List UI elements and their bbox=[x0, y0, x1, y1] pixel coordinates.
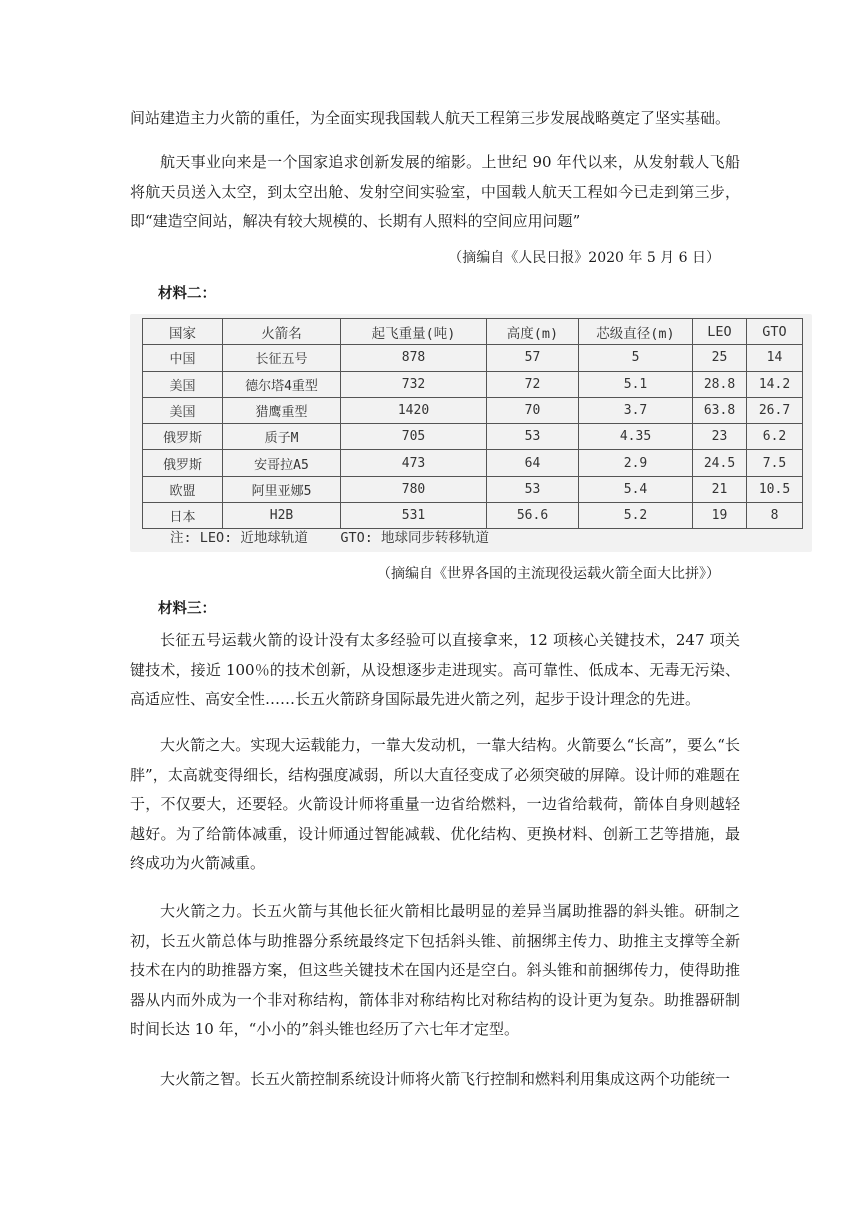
cell-gto: 10.5 bbox=[747, 476, 803, 502]
material-3-heading: 材料三： bbox=[158, 601, 216, 617]
paragraph-1: 间站建造主力火箭的重任，为全面实现我国载人航天工程第三步发展战略奠定了坚实基础。 bbox=[130, 109, 731, 127]
cell-country: 美国 bbox=[143, 397, 223, 423]
cell-liftoff-mass: 780 bbox=[341, 476, 487, 502]
cell-height: 53 bbox=[487, 476, 579, 502]
cell-height: 57 bbox=[487, 345, 579, 371]
table-row bbox=[143, 397, 803, 423]
cell-country: 俄罗斯 bbox=[143, 424, 223, 450]
header-rocket-name: 火箭名 bbox=[223, 319, 341, 345]
paragraph-5: 大火箭之力。长五火箭与其他长征火箭相比最明显的差异当属助推器的斜头锥。研制之初，长五火箭总体与助推器分系统最终定下包括斜头锥、前捆绑主传力、助推主支撑等全新技术在内的助推器方案，但这些关键技术在国内还是空白。斜头锥和前捆绑传力，使得助推器从内而外成为一个非对称结构，箭体非对称结构比对称结构的设计更为复杂。助推器研制时间长达 10 年，“小小的”斜头锥也经历了六七年才定型。 bbox=[130, 902, 740, 1039]
rocket-comparison-table bbox=[142, 318, 803, 529]
cell-leo: 25 bbox=[693, 345, 747, 371]
cell-country: 美国 bbox=[143, 371, 223, 397]
cell-rocket-name: 德尔塔4重型 bbox=[223, 371, 341, 397]
table-row bbox=[143, 424, 803, 450]
header-height: 高度(m) bbox=[487, 319, 579, 345]
cell-gto: 26.7 bbox=[747, 397, 803, 423]
source-citation-1: （摘编自《人民日报》2020 年 5 月 6 日） bbox=[448, 250, 720, 266]
cell-rocket-name: H2B bbox=[223, 503, 341, 529]
cell-liftoff-mass: 1420 bbox=[341, 397, 487, 423]
table-row bbox=[143, 503, 803, 529]
header-country: 国家 bbox=[143, 319, 223, 345]
cell-leo: 23 bbox=[693, 424, 747, 450]
cell-country: 中国 bbox=[143, 345, 223, 371]
paragraph-6: 大火箭之智。长五火箭控制系统设计师将火箭飞行控制和燃料利用集成这两个功能统一 bbox=[160, 1070, 731, 1088]
cell-rocket-name: 长征五号 bbox=[223, 345, 341, 371]
table-header-row bbox=[143, 319, 803, 345]
cell-core-diameter: 5 bbox=[579, 345, 693, 371]
cell-country: 欧盟 bbox=[143, 476, 223, 502]
cell-core-diameter: 4.35 bbox=[579, 424, 693, 450]
rocket-comparison-table-image bbox=[130, 314, 812, 552]
paragraph-4: 大火箭之大。实现大运载能力，一靠大发动机，一靠大结构。火箭要么“长高”，要么“长胖”，太高就变得细长，结构强度减弱，所以大直径变成了必须突破的屏障。设计师的难题在于，不仅要大，还要轻。火箭设计师将重量一边省给燃料，一边省给载荷，箭体自身则越轻越好。为了给箭体减重，设计师通过智能减载、优化结构、更换材料、创新工艺等措施，最终成功为火箭减重。 bbox=[130, 736, 740, 873]
cell-liftoff-mass: 705 bbox=[341, 424, 487, 450]
table-row bbox=[143, 371, 803, 397]
material-2-heading: 材料二： bbox=[158, 286, 216, 302]
cell-liftoff-mass: 878 bbox=[341, 345, 487, 371]
cell-rocket-name: 猎鹰重型 bbox=[223, 397, 341, 423]
cell-core-diameter: 5.1 bbox=[579, 371, 693, 397]
cell-gto: 14.2 bbox=[747, 371, 803, 397]
cell-height: 56.6 bbox=[487, 503, 579, 529]
cell-liftoff-mass: 531 bbox=[341, 503, 487, 529]
table-row bbox=[143, 345, 803, 371]
table-note: 注: LEO: 近地球轨道 GTO: 地球同步转移轨道 bbox=[170, 530, 490, 546]
cell-leo: 28.8 bbox=[693, 371, 747, 397]
cell-gto: 14 bbox=[747, 345, 803, 371]
paragraph-2: 航天事业向来是一个国家追求创新发展的缩影。上世纪 90 年代以来，从发射载人飞船将航天员送入太空，到太空出舱、发射空间实验室，中国载人航天工程如今已走到第三步，即“建造空间站，解决有较大规模的、长期有人照料的空间应用问题” bbox=[130, 153, 740, 231]
cell-leo: 21 bbox=[693, 476, 747, 502]
cell-liftoff-mass: 473 bbox=[341, 450, 487, 476]
header-core-diameter: 芯级直径(m) bbox=[579, 319, 693, 345]
cell-gto: 8 bbox=[747, 503, 803, 529]
cell-core-diameter: 5.4 bbox=[579, 476, 693, 502]
cell-liftoff-mass: 732 bbox=[341, 371, 487, 397]
cell-country: 日本 bbox=[143, 503, 223, 529]
header-leo: LEO bbox=[693, 319, 747, 345]
cell-rocket-name: 阿里亚娜5 bbox=[223, 476, 341, 502]
header-liftoff-mass: 起飞重量(吨) bbox=[341, 319, 487, 345]
cell-rocket-name: 安哥拉A5 bbox=[223, 450, 341, 476]
cell-gto: 7.5 bbox=[747, 450, 803, 476]
cell-core-diameter: 5.2 bbox=[579, 503, 693, 529]
cell-core-diameter: 2.9 bbox=[579, 450, 693, 476]
cell-country: 俄罗斯 bbox=[143, 450, 223, 476]
cell-core-diameter: 3.7 bbox=[579, 397, 693, 423]
cell-rocket-name: 质子M bbox=[223, 424, 341, 450]
cell-leo: 63.8 bbox=[693, 397, 747, 423]
cell-height: 70 bbox=[487, 397, 579, 423]
cell-gto: 6.2 bbox=[747, 424, 803, 450]
cell-height: 72 bbox=[487, 371, 579, 397]
paragraph-3: 长征五号运载火箭的设计没有太多经验可以直接拿来，12 项核心关键技术，247 项关键技术，接近 100％的技术创新，从设想逐步走进现实。高可靠性、低成本、无毒无污染、高适应性、高安全性……长五火箭跻身国际最先进火箭之列，起步于设计理念的先进。 bbox=[130, 631, 740, 709]
source-citation-2: （摘编自《世界各国的主流现役运载火箭全面大比拼》） bbox=[377, 566, 720, 582]
cell-leo: 19 bbox=[693, 503, 747, 529]
table-row bbox=[143, 476, 803, 502]
cell-leo: 24.5 bbox=[693, 450, 747, 476]
cell-height: 53 bbox=[487, 424, 579, 450]
header-gto: GTO bbox=[747, 319, 803, 345]
cell-height: 64 bbox=[487, 450, 579, 476]
table-row bbox=[143, 450, 803, 476]
